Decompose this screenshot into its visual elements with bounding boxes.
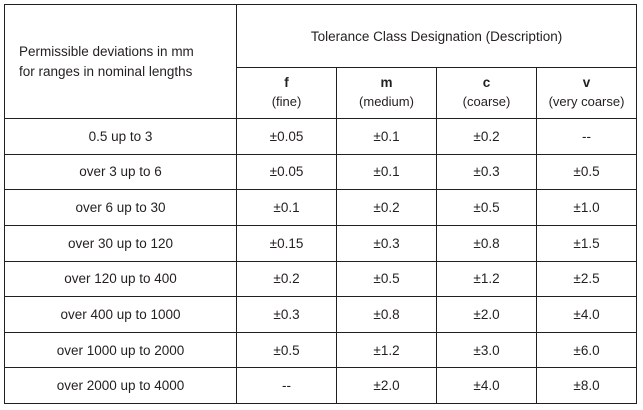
cell-v: ±2.5 bbox=[537, 261, 637, 297]
cell-m: ±1.2 bbox=[337, 332, 437, 368]
table-row bbox=[5, 332, 637, 368]
cell-c: ±2.0 bbox=[437, 297, 537, 333]
cell-c: ±0.5 bbox=[437, 190, 537, 226]
range-label: 0.5 up to 3 bbox=[5, 119, 237, 155]
header-row-group bbox=[5, 5, 637, 68]
cell-c: ±0.2 bbox=[437, 119, 537, 155]
cell-v: ±1.5 bbox=[537, 225, 637, 261]
table-row bbox=[5, 297, 637, 333]
column-header-v bbox=[537, 68, 637, 119]
cell-v: ±6.0 bbox=[537, 332, 637, 368]
table-row bbox=[5, 154, 637, 190]
column-header-c bbox=[437, 68, 537, 119]
column-header-c-description: (coarse) bbox=[462, 94, 511, 110]
column-header-c-code: c bbox=[482, 75, 491, 91]
range-label: over 6 up to 30 bbox=[5, 190, 237, 226]
cell-v: -- bbox=[537, 119, 637, 155]
cell-v: ±4.0 bbox=[537, 297, 637, 333]
tolerance-table bbox=[4, 4, 637, 404]
cell-v: ±1.0 bbox=[537, 190, 637, 226]
table-row bbox=[5, 368, 637, 404]
column-header-f bbox=[237, 68, 337, 119]
cell-v: ±0.5 bbox=[537, 154, 637, 190]
cell-m: ±0.8 bbox=[337, 297, 437, 333]
cell-f: ±0.3 bbox=[237, 297, 337, 333]
cell-c: ±4.0 bbox=[437, 368, 537, 404]
range-label: over 3 up to 6 bbox=[5, 154, 237, 190]
column-header-m bbox=[337, 68, 437, 119]
table-body bbox=[5, 119, 637, 404]
table-row bbox=[5, 190, 637, 226]
column-header-v-description: (very coarse) bbox=[548, 94, 625, 110]
row-dimension-header-line1: Permissible deviations in mm bbox=[19, 43, 194, 59]
cell-f: ±0.05 bbox=[237, 119, 337, 155]
cell-f: ±0.05 bbox=[237, 154, 337, 190]
table-row bbox=[5, 119, 637, 155]
range-label: over 400 up to 1000 bbox=[5, 297, 237, 333]
range-label: over 30 up to 120 bbox=[5, 225, 237, 261]
cell-c: ±1.2 bbox=[437, 261, 537, 297]
range-label: over 2000 up to 4000 bbox=[5, 368, 237, 404]
cell-f: ±0.5 bbox=[237, 332, 337, 368]
table-row bbox=[5, 261, 637, 297]
cell-f: ±0.1 bbox=[237, 190, 337, 226]
row-dimension-header-line2: for ranges in nominal lengths bbox=[19, 63, 193, 79]
cell-f: -- bbox=[237, 368, 337, 404]
table-header bbox=[5, 5, 637, 119]
cell-m: ±0.2 bbox=[337, 190, 437, 226]
cell-f: ±0.2 bbox=[237, 261, 337, 297]
column-header-v-code: v bbox=[582, 75, 591, 91]
cell-m: ±0.1 bbox=[337, 154, 437, 190]
column-header-f-description: (fine) bbox=[271, 94, 302, 110]
cell-m: ±0.1 bbox=[337, 119, 437, 155]
tolerance-class-group-header: Tolerance Class Designation (Description) bbox=[237, 5, 637, 68]
table-row bbox=[5, 225, 637, 261]
cell-m: ±0.5 bbox=[337, 261, 437, 297]
cell-c: ±3.0 bbox=[437, 332, 537, 368]
column-header-m-description: (medium) bbox=[359, 94, 414, 110]
cell-m: ±0.3 bbox=[337, 225, 437, 261]
cell-m: ±2.0 bbox=[337, 368, 437, 404]
range-label: over 120 up to 400 bbox=[5, 261, 237, 297]
cell-f: ±0.15 bbox=[237, 225, 337, 261]
row-dimension-header bbox=[5, 5, 237, 119]
column-header-m-code: m bbox=[380, 75, 393, 91]
column-header-f-code: f bbox=[284, 75, 289, 91]
cell-v: ±8.0 bbox=[537, 368, 637, 404]
cell-c: ±0.8 bbox=[437, 225, 537, 261]
cell-c: ±0.3 bbox=[437, 154, 537, 190]
range-label: over 1000 up to 2000 bbox=[5, 332, 237, 368]
